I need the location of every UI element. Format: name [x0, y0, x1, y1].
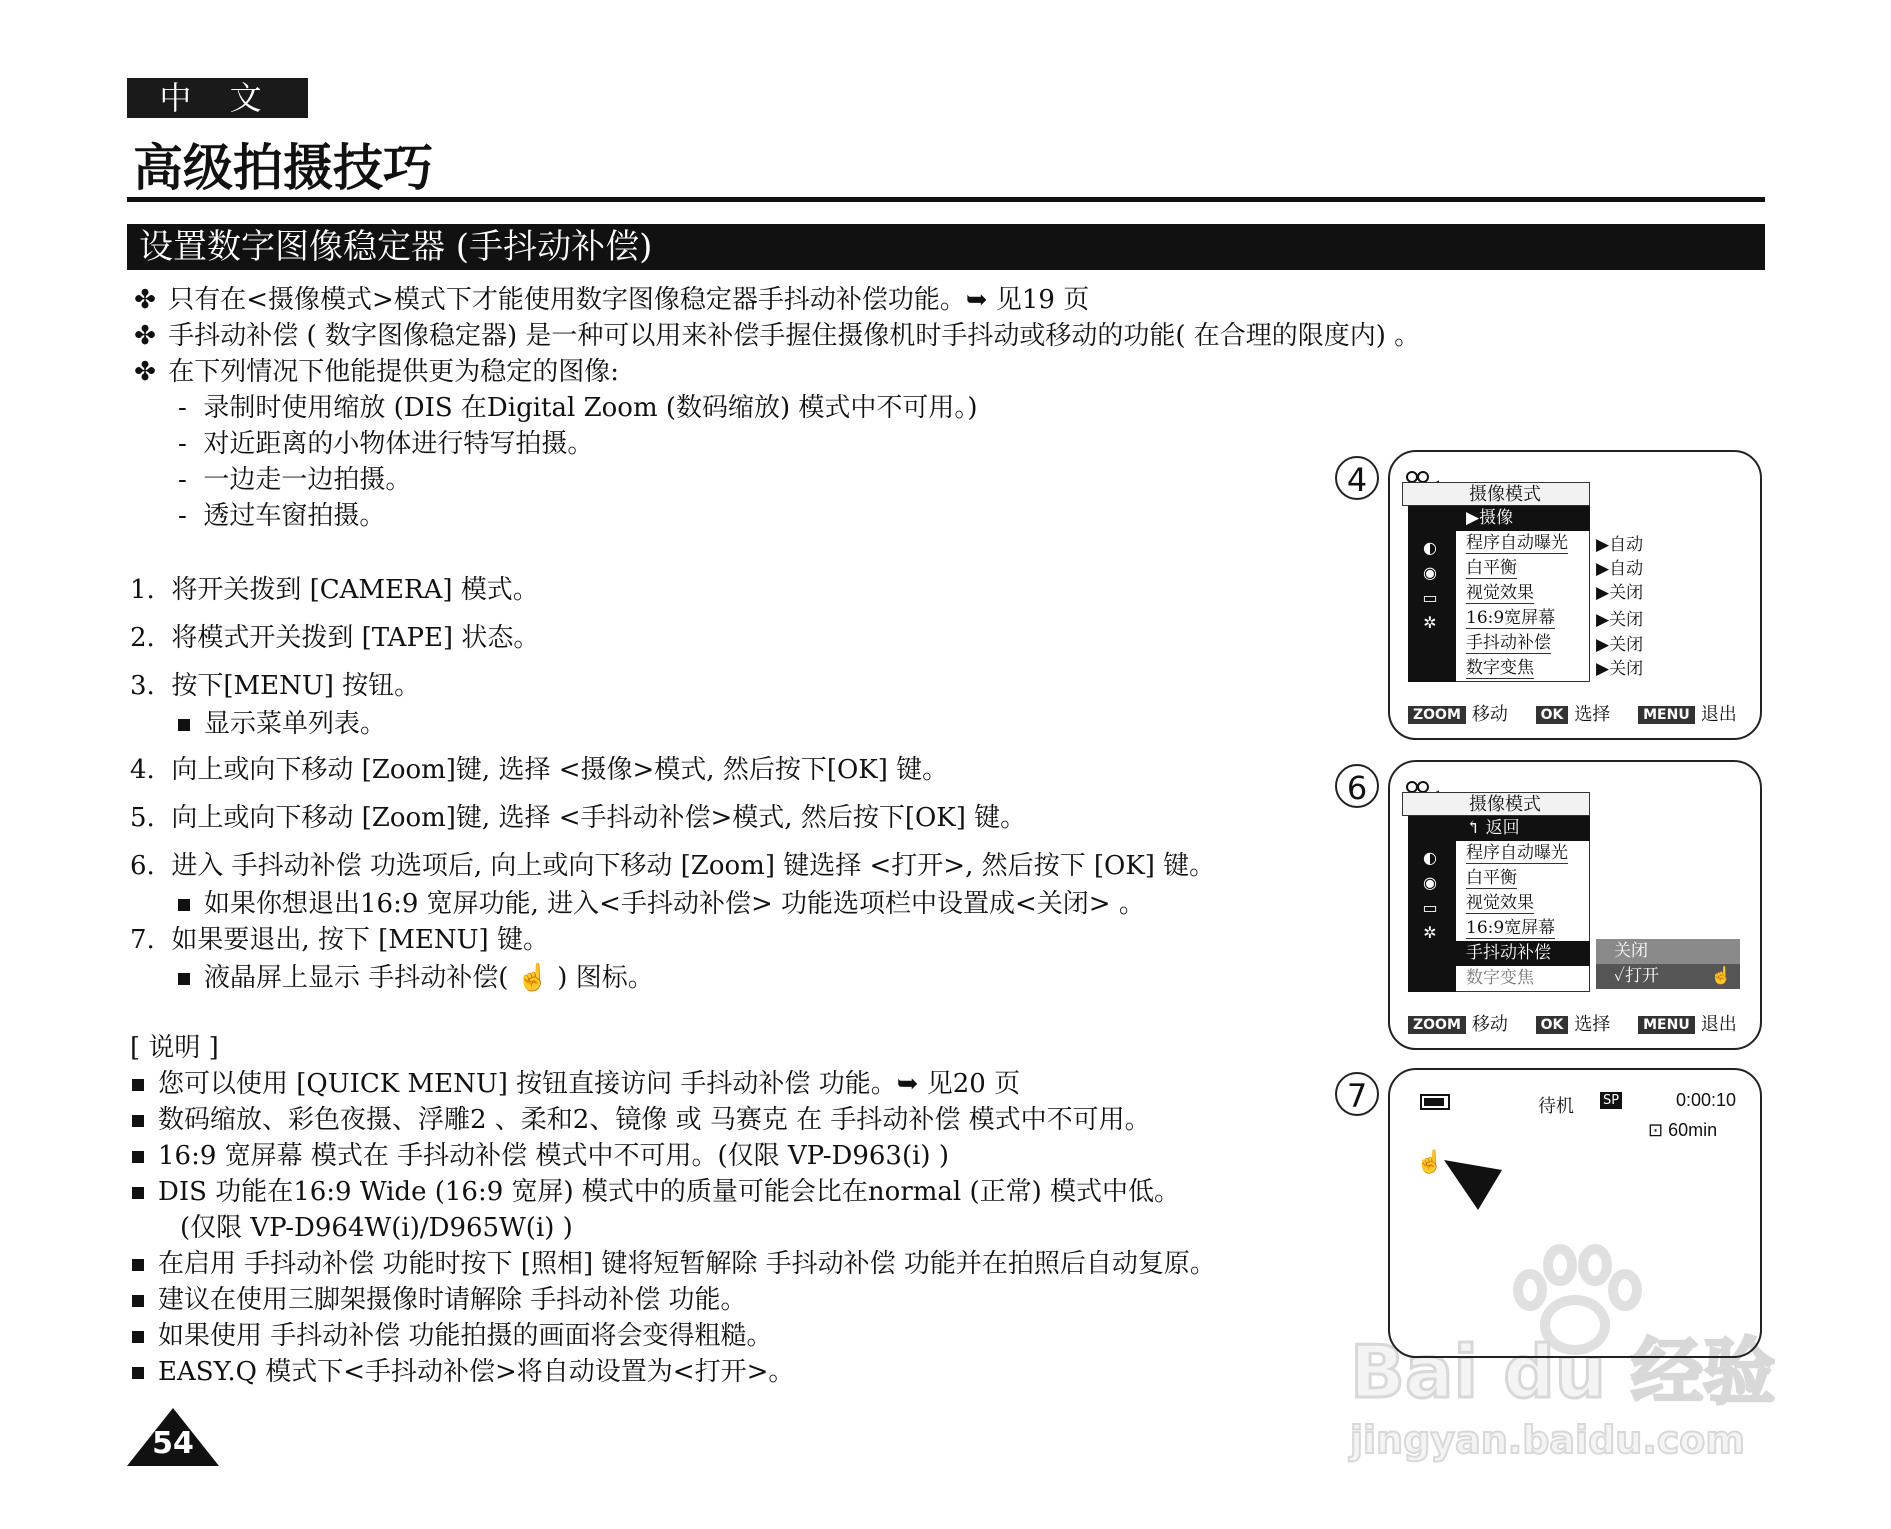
menu-value: ▶关闭: [1596, 635, 1644, 655]
bullet-icon: [132, 1367, 144, 1379]
title-rule: [127, 197, 1765, 202]
menu-item-16-9-wide[interactable]: 16:9宽屏幕: [1466, 918, 1556, 938]
menu-key: MENU: [1638, 706, 1695, 724]
menu-value: ▶自动: [1596, 559, 1644, 579]
display-icon: ▭: [1422, 898, 1438, 917]
menu-item-white-balance[interactable]: 白平衡: [1466, 868, 1517, 888]
bullet-icon: [178, 973, 190, 985]
bullet-icon: [132, 1331, 144, 1343]
bullet-icon: [178, 899, 190, 911]
clover-icon: ✤: [134, 285, 156, 315]
menu-item-camera[interactable]: ▶摄像: [1456, 506, 1590, 531]
bullet-icon: [132, 1079, 144, 1091]
menu-item-dis[interactable]: 手抖动补偿: [1466, 633, 1551, 653]
bullet-icon: [178, 719, 190, 731]
ok-key: OK: [1536, 706, 1569, 724]
condition-item: - 对近距离的小物体进行特写拍摄。: [178, 429, 594, 459]
intro-item: [130, 282, 1089, 318]
step-3: 3. 按下[MENU] 按钮。: [130, 671, 421, 701]
step-3-sub: 显示菜单列表。: [178, 706, 386, 742]
page-number: 54: [152, 1426, 194, 1461]
step-6-sub: 如果你想退出16:9 宽屏功能, 进入<手抖动补偿> 功能选项栏中设置成<关闭> 。: [178, 886, 1145, 922]
menu-key: MENU: [1638, 1016, 1695, 1034]
intro-text: 在下列情况下他能提供更为稳定的图像:: [168, 357, 620, 387]
panel-4-number: 4: [1335, 456, 1379, 500]
menu-footer: ZOOM 移动 OK 选择 MENU 退出: [1408, 700, 1737, 726]
clover-icon: ✤: [134, 321, 156, 351]
menu-list: [1456, 816, 1590, 992]
menu-item-program-ae[interactable]: 程序自动曝光: [1466, 843, 1568, 863]
bullet-icon: [132, 1295, 144, 1307]
menu-item-program-ae[interactable]: 程序自动曝光: [1466, 533, 1568, 553]
intro-item: [130, 354, 619, 390]
ok-key: OK: [1536, 1016, 1569, 1034]
note-item: 在启用 手抖动补偿 功能时按下 [照相] 键将短暂解除 手抖动补偿 功能并在拍照后自动复原。: [132, 1246, 1216, 1282]
step-6: 6. 进入 手抖动补偿 功选项后, 向上或向下移动 [Zoom] 键选择 <打开>, 然后按下 [OK] 键。: [130, 851, 1216, 881]
step-4: 4. 向上或向下移动 [Zoom]键, 选择 <摄像>模式, 然后按下[OK] 键。: [130, 755, 949, 785]
pointer-arrow-icon: [1444, 1160, 1504, 1212]
step-5: 5. 向上或向下移动 [Zoom]键, 选择 <手抖动补偿>模式, 然后按下[OK] 键。: [130, 803, 1027, 833]
condition-item: - 一边走一边拍摄。: [178, 465, 412, 495]
camera-icon: ◉: [1423, 563, 1437, 582]
watermark-url: jingyan.baidu.com: [1350, 1418, 1745, 1462]
menu-panel-6: [1388, 760, 1762, 1050]
menu-title: 摄像模式: [1402, 792, 1590, 816]
menu-icon-column: [1408, 816, 1456, 992]
language-tab: 中 文: [127, 78, 308, 118]
submenu-option-off[interactable]: 关闭: [1596, 939, 1740, 964]
menu-item-digital-zoom[interactable]: 数字变焦: [1466, 658, 1534, 678]
program-ae-icon: ◐: [1423, 848, 1437, 867]
panel-6-number: 6: [1335, 764, 1379, 808]
bullet-icon: [132, 1151, 144, 1163]
submenu-option-on[interactable]: ✓打开 ☝: [1596, 964, 1740, 989]
step-7-sub: 液晶屏上显示 手抖动补偿( ☝ ) 图标。: [178, 960, 654, 996]
clover-icon: ✤: [134, 357, 156, 387]
menu-value: ▶关闭: [1596, 659, 1644, 679]
note-item: 如果使用 手抖动补偿 功能拍摄的画面将会变得粗糙。: [132, 1318, 773, 1354]
timecode: 0:00:10: [1676, 1090, 1737, 1110]
menu-item-visual-effect[interactable]: 视觉效果: [1466, 583, 1534, 603]
step-2: 2. 将模式开关拨到 [TAPE] 状态。: [130, 623, 540, 653]
menu-list: [1456, 506, 1590, 682]
note-item-cont: (仅限 VP-D964W(i)/D965W(i) ): [180, 1213, 573, 1243]
menu-value: ▶关闭: [1596, 610, 1644, 630]
display-icon: ▭: [1422, 588, 1438, 607]
battery-icon: [1420, 1094, 1450, 1110]
menu-item-back[interactable]: ↰ 返回: [1456, 816, 1590, 841]
menu-item-white-balance[interactable]: 白平衡: [1466, 558, 1517, 578]
menu-item-16-9-wide[interactable]: 16:9宽屏幕: [1466, 608, 1556, 628]
menu-value: ▶关闭: [1596, 583, 1644, 603]
intro-text: 只有在<摄像模式>模式下才能使用数字图像稳定器手抖动补偿功能。➥ 见19 页: [168, 285, 1090, 315]
note-item: DIS 功能在16:9 Wide (16:9 宽屏) 模式中的质量可能会比在normal (正常) 模式中低。: [132, 1174, 1180, 1210]
zoom-key: ZOOM: [1408, 706, 1466, 724]
menu-footer: ZOOM 移动 OK 选择 MENU 退出: [1408, 1010, 1737, 1036]
status-text: 待机: [1538, 1096, 1574, 1117]
intro-item: [130, 318, 1420, 354]
bullet-icon: [132, 1115, 144, 1127]
step-7: 7. 如果要退出, 按下 [MENU] 键。: [130, 925, 549, 955]
note-item: 您可以使用 [QUICK MENU] 按钮直接访问 手抖动补偿 功能。➥ 见20 页: [132, 1066, 1020, 1102]
dis-hand-icon: ☝: [1416, 1150, 1444, 1175]
lcd-panel-7: [1388, 1068, 1762, 1358]
camera-icon: ◉: [1423, 873, 1437, 892]
gear-icon: ✲: [1423, 613, 1437, 632]
condition-item: - 录制时使用缩放 (DIS 在Digital Zoom (数码缩放) 模式中不可用。): [178, 393, 978, 423]
menu-title: 摄像模式: [1402, 482, 1590, 506]
step-1: 1. 将开关拨到 [CAMERA] 模式。: [130, 575, 539, 605]
note-item: 数码缩放、彩色夜摄、浮雕2 、柔和2、镜像 或 马赛克 在 手抖动补偿 模式中不可用。: [132, 1102, 1151, 1138]
condition-item: - 透过车窗拍摄。: [178, 501, 386, 531]
program-ae-icon: ◐: [1423, 538, 1437, 557]
dis-submenu: [1596, 939, 1740, 991]
panel-7-number: 7: [1335, 1072, 1379, 1116]
bullet-icon: [132, 1187, 144, 1199]
menu-item-digital-zoom[interactable]: 数字变焦: [1466, 968, 1534, 988]
remaining-time: ⊡ 60min: [1648, 1120, 1718, 1140]
bullet-icon: [132, 1259, 144, 1271]
sp-badge: SP: [1600, 1092, 1622, 1109]
dis-hand-icon: ☝: [1710, 966, 1732, 986]
note-item: 建议在使用三脚架摄像时请解除 手抖动补偿 功能。: [132, 1282, 747, 1318]
menu-panel-4: [1388, 450, 1762, 740]
intro-text: 手抖动补偿 ( 数字图像稳定器) 是一种可以用来补偿手握住摄像机时手抖动或移动的功能( 在合理的限度内) 。: [168, 321, 1421, 351]
note-item: 16:9 宽屏幕 模式在 手抖动补偿 模式中不可用。(仅限 VP-D963(i) ): [132, 1138, 949, 1174]
menu-icon-column: [1408, 506, 1456, 682]
menu-item-dis-selected[interactable]: 手抖动补偿: [1456, 941, 1590, 966]
page-title: 高级拍摄技巧: [133, 139, 433, 197]
notes-title: [ 说明 ]: [130, 1033, 219, 1063]
menu-item-visual-effect[interactable]: 视觉效果: [1466, 893, 1534, 913]
zoom-key: ZOOM: [1408, 1016, 1466, 1034]
section-title: 设置数字图像稳定器 (手抖动补偿): [127, 224, 1765, 270]
watermark-brand: Bai du 经验: [1350, 1330, 1776, 1414]
note-item: EASY.Q 模式下<手抖动补偿>将自动设置为<打开>。: [132, 1354, 794, 1390]
tape-icon: ⊡: [1648, 1120, 1664, 1140]
menu-value: ▶自动: [1596, 535, 1644, 555]
gear-icon: ✲: [1423, 923, 1437, 942]
